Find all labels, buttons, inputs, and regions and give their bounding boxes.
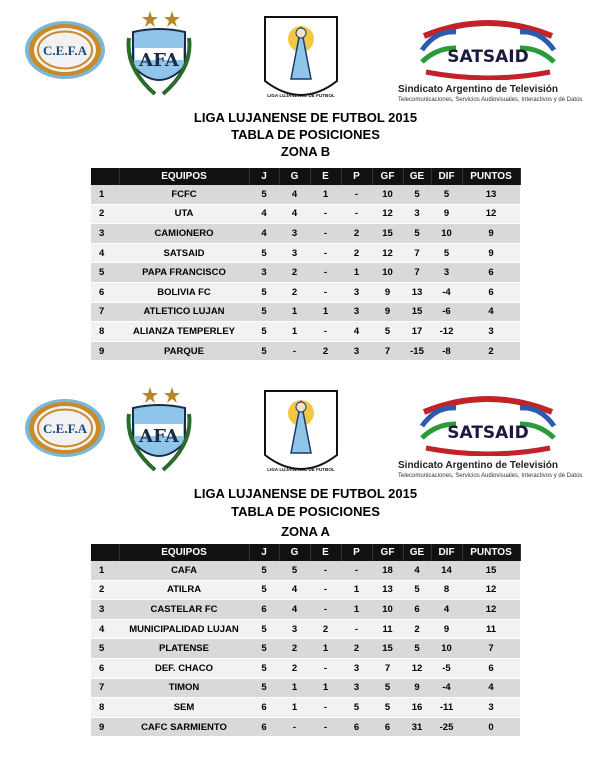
- j-cell: 5: [249, 619, 279, 639]
- position-cell: 5: [91, 263, 119, 283]
- position-cell: 2: [91, 204, 119, 224]
- table-row: [91, 678, 520, 698]
- satsaid-logo-word: SATSAID: [447, 47, 529, 67]
- header-ge: GE: [403, 168, 431, 185]
- p-cell: 2: [341, 224, 372, 244]
- liga-badge-text: LIGA LUJANENSE DE FUTBOL: [267, 93, 335, 98]
- team-cell: CASTELAR FC: [119, 600, 249, 620]
- puntos-cell: 3: [462, 322, 520, 342]
- dif-cell: -25: [431, 717, 462, 737]
- dif-cell: 4: [431, 600, 462, 620]
- j-cell: 5: [249, 678, 279, 698]
- g-cell: 3: [279, 619, 310, 639]
- j-cell: 3: [249, 263, 279, 283]
- g-cell: 2: [279, 658, 310, 678]
- ge-cell: 16: [403, 698, 431, 718]
- gf-cell: 10: [372, 263, 403, 283]
- liga-badge-text: LIGA LUJANENSE DE FUTBOL: [267, 467, 335, 472]
- dif-cell: 14: [431, 561, 462, 580]
- puntos-cell: 9: [462, 224, 520, 244]
- afa-logo-text: AFA: [139, 426, 179, 447]
- table-row: [91, 580, 520, 600]
- team-cell: ATILRA: [119, 580, 249, 600]
- team-cell: FCFC: [119, 185, 249, 204]
- table-row: [91, 243, 520, 263]
- zona-b-standings-table: [91, 168, 521, 361]
- gf-cell: 12: [372, 204, 403, 224]
- header-j: J: [249, 168, 279, 185]
- gf-cell: 15: [372, 224, 403, 244]
- header-g: G: [279, 168, 310, 185]
- team-cell: ALIANZA TEMPERLEY: [119, 322, 249, 342]
- afa-logo-text: AFA: [139, 50, 179, 71]
- p-cell: 4: [341, 322, 372, 342]
- puntos-cell: 4: [462, 678, 520, 698]
- gf-cell: 6: [372, 717, 403, 737]
- j-cell: 5: [249, 658, 279, 678]
- p-cell: 2: [341, 639, 372, 659]
- header-num: [91, 544, 119, 561]
- header-gf: GF: [372, 168, 403, 185]
- ge-cell: 12: [403, 658, 431, 678]
- ge-cell: 31: [403, 717, 431, 737]
- puntos-cell: 4: [462, 302, 520, 322]
- table-row: [91, 185, 520, 204]
- ge-cell: 17: [403, 322, 431, 342]
- gf-cell: 7: [372, 341, 403, 361]
- header-p: P: [341, 544, 372, 561]
- gf-cell: 9: [372, 282, 403, 302]
- satsaid-logo: [416, 16, 560, 80]
- dif-cell: 10: [431, 639, 462, 659]
- header-e: E: [310, 168, 341, 185]
- p-cell: 3: [341, 658, 372, 678]
- ge-cell: 13: [403, 282, 431, 302]
- liga-lujanense-badge: [261, 387, 341, 481]
- zona-a-subtitle: TABLA DE POSICIONES: [231, 504, 380, 519]
- gf-cell: 5: [372, 698, 403, 718]
- e-cell: 2: [310, 619, 341, 639]
- table-row: [91, 658, 520, 678]
- dif-cell: -4: [431, 282, 462, 302]
- team-cell: BOLIVIA FC: [119, 282, 249, 302]
- e-cell: -: [310, 263, 341, 283]
- e-cell: -: [310, 600, 341, 620]
- e-cell: -: [310, 658, 341, 678]
- ge-cell: 15: [403, 302, 431, 322]
- j-cell: 4: [249, 224, 279, 244]
- dif-cell: 3: [431, 263, 462, 283]
- header-p: P: [341, 168, 372, 185]
- e-cell: -: [310, 698, 341, 718]
- gf-cell: 10: [372, 185, 403, 204]
- gf-cell: 11: [372, 619, 403, 639]
- ge-cell: 5: [403, 580, 431, 600]
- header-dif: DIF: [431, 168, 462, 185]
- puntos-cell: 13: [462, 185, 520, 204]
- p-cell: 3: [341, 282, 372, 302]
- position-cell: 9: [91, 341, 119, 361]
- puntos-cell: 11: [462, 619, 520, 639]
- dif-cell: 5: [431, 185, 462, 204]
- e-cell: -: [310, 717, 341, 737]
- j-cell: 5: [249, 282, 279, 302]
- g-cell: 2: [279, 263, 310, 283]
- table-row: [91, 619, 520, 639]
- header-gf: GF: [372, 544, 403, 561]
- p-cell: 5: [341, 698, 372, 718]
- header-e: E: [310, 544, 341, 561]
- g-cell: 5: [279, 561, 310, 580]
- gf-cell: 7: [372, 658, 403, 678]
- e-cell: -: [310, 224, 341, 244]
- p-cell: -: [341, 185, 372, 204]
- ge-cell: 5: [403, 224, 431, 244]
- ge-cell: 3: [403, 204, 431, 224]
- e-cell: 1: [310, 639, 341, 659]
- cefa-logo: [22, 396, 108, 460]
- satsaid-subtitle: Telecomunicaciones, Servicios Audiovisuales, Interactivos y de Datos: [398, 473, 583, 479]
- position-cell: 4: [91, 243, 119, 263]
- g-cell: 4: [279, 204, 310, 224]
- gf-cell: 9: [372, 302, 403, 322]
- gf-cell: 12: [372, 243, 403, 263]
- table-row: [91, 322, 520, 342]
- position-cell: 6: [91, 282, 119, 302]
- cefa-logo-text: C.E.F.A: [43, 421, 87, 436]
- table-row: [91, 263, 520, 283]
- position-cell: 9: [91, 717, 119, 737]
- p-cell: -: [341, 204, 372, 224]
- position-cell: 6: [91, 658, 119, 678]
- g-cell: 3: [279, 243, 310, 263]
- puntos-cell: 12: [462, 204, 520, 224]
- g-cell: 1: [279, 302, 310, 322]
- ge-cell: 7: [403, 263, 431, 283]
- puntos-cell: 6: [462, 658, 520, 678]
- team-cell: CAFA: [119, 561, 249, 580]
- g-cell: -: [279, 341, 310, 361]
- table-header-row: [91, 168, 520, 185]
- ge-cell: 7: [403, 243, 431, 263]
- position-cell: 3: [91, 224, 119, 244]
- puntos-cell: 2: [462, 341, 520, 361]
- puntos-cell: 0: [462, 717, 520, 737]
- gf-cell: 5: [372, 322, 403, 342]
- g-cell: 1: [279, 322, 310, 342]
- e-cell: -: [310, 243, 341, 263]
- p-cell: 3: [341, 302, 372, 322]
- j-cell: 5: [249, 341, 279, 361]
- j-cell: 6: [249, 717, 279, 737]
- position-cell: 1: [91, 185, 119, 204]
- table-row: [91, 341, 520, 361]
- table-row: [91, 224, 520, 244]
- e-cell: -: [310, 282, 341, 302]
- position-cell: 1: [91, 561, 119, 580]
- table-row: [91, 282, 520, 302]
- e-cell: -: [310, 580, 341, 600]
- team-cell: PAPA FRANCISCO: [119, 263, 249, 283]
- dif-cell: 8: [431, 580, 462, 600]
- header-equipos: EQUIPOS: [119, 168, 249, 185]
- table-row: [91, 639, 520, 659]
- table-row: [91, 717, 520, 737]
- cefa-logo-text: C.E.F.A: [43, 43, 87, 58]
- puntos-cell: 3: [462, 698, 520, 718]
- p-cell: -: [341, 619, 372, 639]
- j-cell: 5: [249, 561, 279, 580]
- p-cell: 1: [341, 600, 372, 620]
- dif-cell: 10: [431, 224, 462, 244]
- position-cell: 7: [91, 302, 119, 322]
- dif-cell: 9: [431, 619, 462, 639]
- table-row: [91, 204, 520, 224]
- team-cell: SATSAID: [119, 243, 249, 263]
- zona-a-section: [0, 378, 611, 769]
- dif-cell: 5: [431, 243, 462, 263]
- afa-logo: [125, 384, 193, 474]
- ge-cell: 9: [403, 678, 431, 698]
- e-cell: 1: [310, 678, 341, 698]
- g-cell: 4: [279, 600, 310, 620]
- position-cell: 5: [91, 639, 119, 659]
- ge-cell: -15: [403, 341, 431, 361]
- position-cell: 3: [91, 600, 119, 620]
- dif-cell: -11: [431, 698, 462, 718]
- team-cell: CAMIONERO: [119, 224, 249, 244]
- g-cell: 2: [279, 282, 310, 302]
- puntos-cell: 15: [462, 561, 520, 580]
- g-cell: 2: [279, 639, 310, 659]
- team-cell: CAFC SARMIENTO: [119, 717, 249, 737]
- dif-cell: -12: [431, 322, 462, 342]
- j-cell: 4: [249, 204, 279, 224]
- table-row: [91, 302, 520, 322]
- gf-cell: 10: [372, 600, 403, 620]
- team-cell: TIMON: [119, 678, 249, 698]
- ge-cell: 2: [403, 619, 431, 639]
- position-cell: 8: [91, 322, 119, 342]
- g-cell: 3: [279, 224, 310, 244]
- header-num: [91, 168, 119, 185]
- dif-cell: 9: [431, 204, 462, 224]
- team-cell: DEF. CHACO: [119, 658, 249, 678]
- table-row: [91, 561, 520, 580]
- puntos-cell: 12: [462, 580, 520, 600]
- cefa-logo: [22, 18, 108, 82]
- e-cell: -: [310, 204, 341, 224]
- dif-cell: -5: [431, 658, 462, 678]
- table-row: [91, 698, 520, 718]
- g-cell: 1: [279, 698, 310, 718]
- zona-b-section: [0, 0, 611, 380]
- header-equipos: EQUIPOS: [119, 544, 249, 561]
- zona-a-title: LIGA LUJANENSE DE FUTBOL 2015: [193, 486, 418, 501]
- zona-a-standings-table: [91, 544, 521, 737]
- j-cell: 5: [249, 322, 279, 342]
- e-cell: 1: [310, 185, 341, 204]
- table-header-row: [91, 544, 520, 561]
- g-cell: 4: [279, 185, 310, 204]
- liga-lujanense-badge: [261, 13, 341, 107]
- satsaid-logo-word: SATSAID: [447, 423, 529, 443]
- dif-cell: -6: [431, 302, 462, 322]
- header-puntos: PUNTOS: [462, 544, 520, 561]
- team-cell: ATLETICO LUJAN: [119, 302, 249, 322]
- header-j: J: [249, 544, 279, 561]
- g-cell: 1: [279, 678, 310, 698]
- ge-cell: 6: [403, 600, 431, 620]
- table-row: [91, 600, 520, 620]
- j-cell: 5: [249, 639, 279, 659]
- position-cell: 7: [91, 678, 119, 698]
- p-cell: 1: [341, 263, 372, 283]
- team-cell: PLATENSE: [119, 639, 249, 659]
- puntos-cell: 6: [462, 282, 520, 302]
- p-cell: 1: [341, 580, 372, 600]
- j-cell: 6: [249, 600, 279, 620]
- afa-logo: [125, 8, 193, 98]
- gf-cell: 18: [372, 561, 403, 580]
- e-cell: 1: [310, 302, 341, 322]
- team-cell: PARQUE: [119, 341, 249, 361]
- g-cell: 4: [279, 580, 310, 600]
- p-cell: 6: [341, 717, 372, 737]
- satsaid-subtitle: Telecomunicaciones, Servicios Audiovisuales, Interactivos y de Datos: [398, 97, 583, 103]
- zona-b-zone: ZONA B: [280, 144, 331, 159]
- position-cell: 8: [91, 698, 119, 718]
- position-cell: 4: [91, 619, 119, 639]
- j-cell: 5: [249, 580, 279, 600]
- p-cell: 3: [341, 678, 372, 698]
- p-cell: 3: [341, 341, 372, 361]
- gf-cell: 13: [372, 580, 403, 600]
- gf-cell: 5: [372, 678, 403, 698]
- team-cell: UTA: [119, 204, 249, 224]
- j-cell: 6: [249, 698, 279, 718]
- j-cell: 5: [249, 185, 279, 204]
- puntos-cell: 9: [462, 243, 520, 263]
- satsaid-name: Sindicato Argentino de Televisión: [398, 460, 559, 471]
- zona-b-subtitle: TABLA DE POSICIONES: [231, 127, 380, 142]
- j-cell: 5: [249, 243, 279, 263]
- e-cell: -: [310, 322, 341, 342]
- puntos-cell: 12: [462, 600, 520, 620]
- header-dif: DIF: [431, 544, 462, 561]
- ge-cell: 4: [403, 561, 431, 580]
- header-ge: GE: [403, 544, 431, 561]
- position-cell: 2: [91, 580, 119, 600]
- dif-cell: -4: [431, 678, 462, 698]
- j-cell: 5: [249, 302, 279, 322]
- zona-a-zone: ZONA A: [281, 524, 330, 539]
- p-cell: 2: [341, 243, 372, 263]
- zona-b-title: LIGA LUJANENSE DE FUTBOL 2015: [193, 110, 418, 125]
- puntos-cell: 7: [462, 639, 520, 659]
- team-cell: SEM: [119, 698, 249, 718]
- e-cell: -: [310, 561, 341, 580]
- ge-cell: 5: [403, 185, 431, 204]
- g-cell: -: [279, 717, 310, 737]
- satsaid-logo: [416, 392, 560, 456]
- ge-cell: 5: [403, 639, 431, 659]
- gf-cell: 15: [372, 639, 403, 659]
- satsaid-name: Sindicato Argentino de Televisión: [398, 84, 559, 95]
- p-cell: -: [341, 561, 372, 580]
- header-g: G: [279, 544, 310, 561]
- puntos-cell: 6: [462, 263, 520, 283]
- e-cell: 2: [310, 341, 341, 361]
- dif-cell: -8: [431, 341, 462, 361]
- team-cell: MUNICIPALIDAD LUJAN: [119, 619, 249, 639]
- header-puntos: PUNTOS: [462, 168, 520, 185]
